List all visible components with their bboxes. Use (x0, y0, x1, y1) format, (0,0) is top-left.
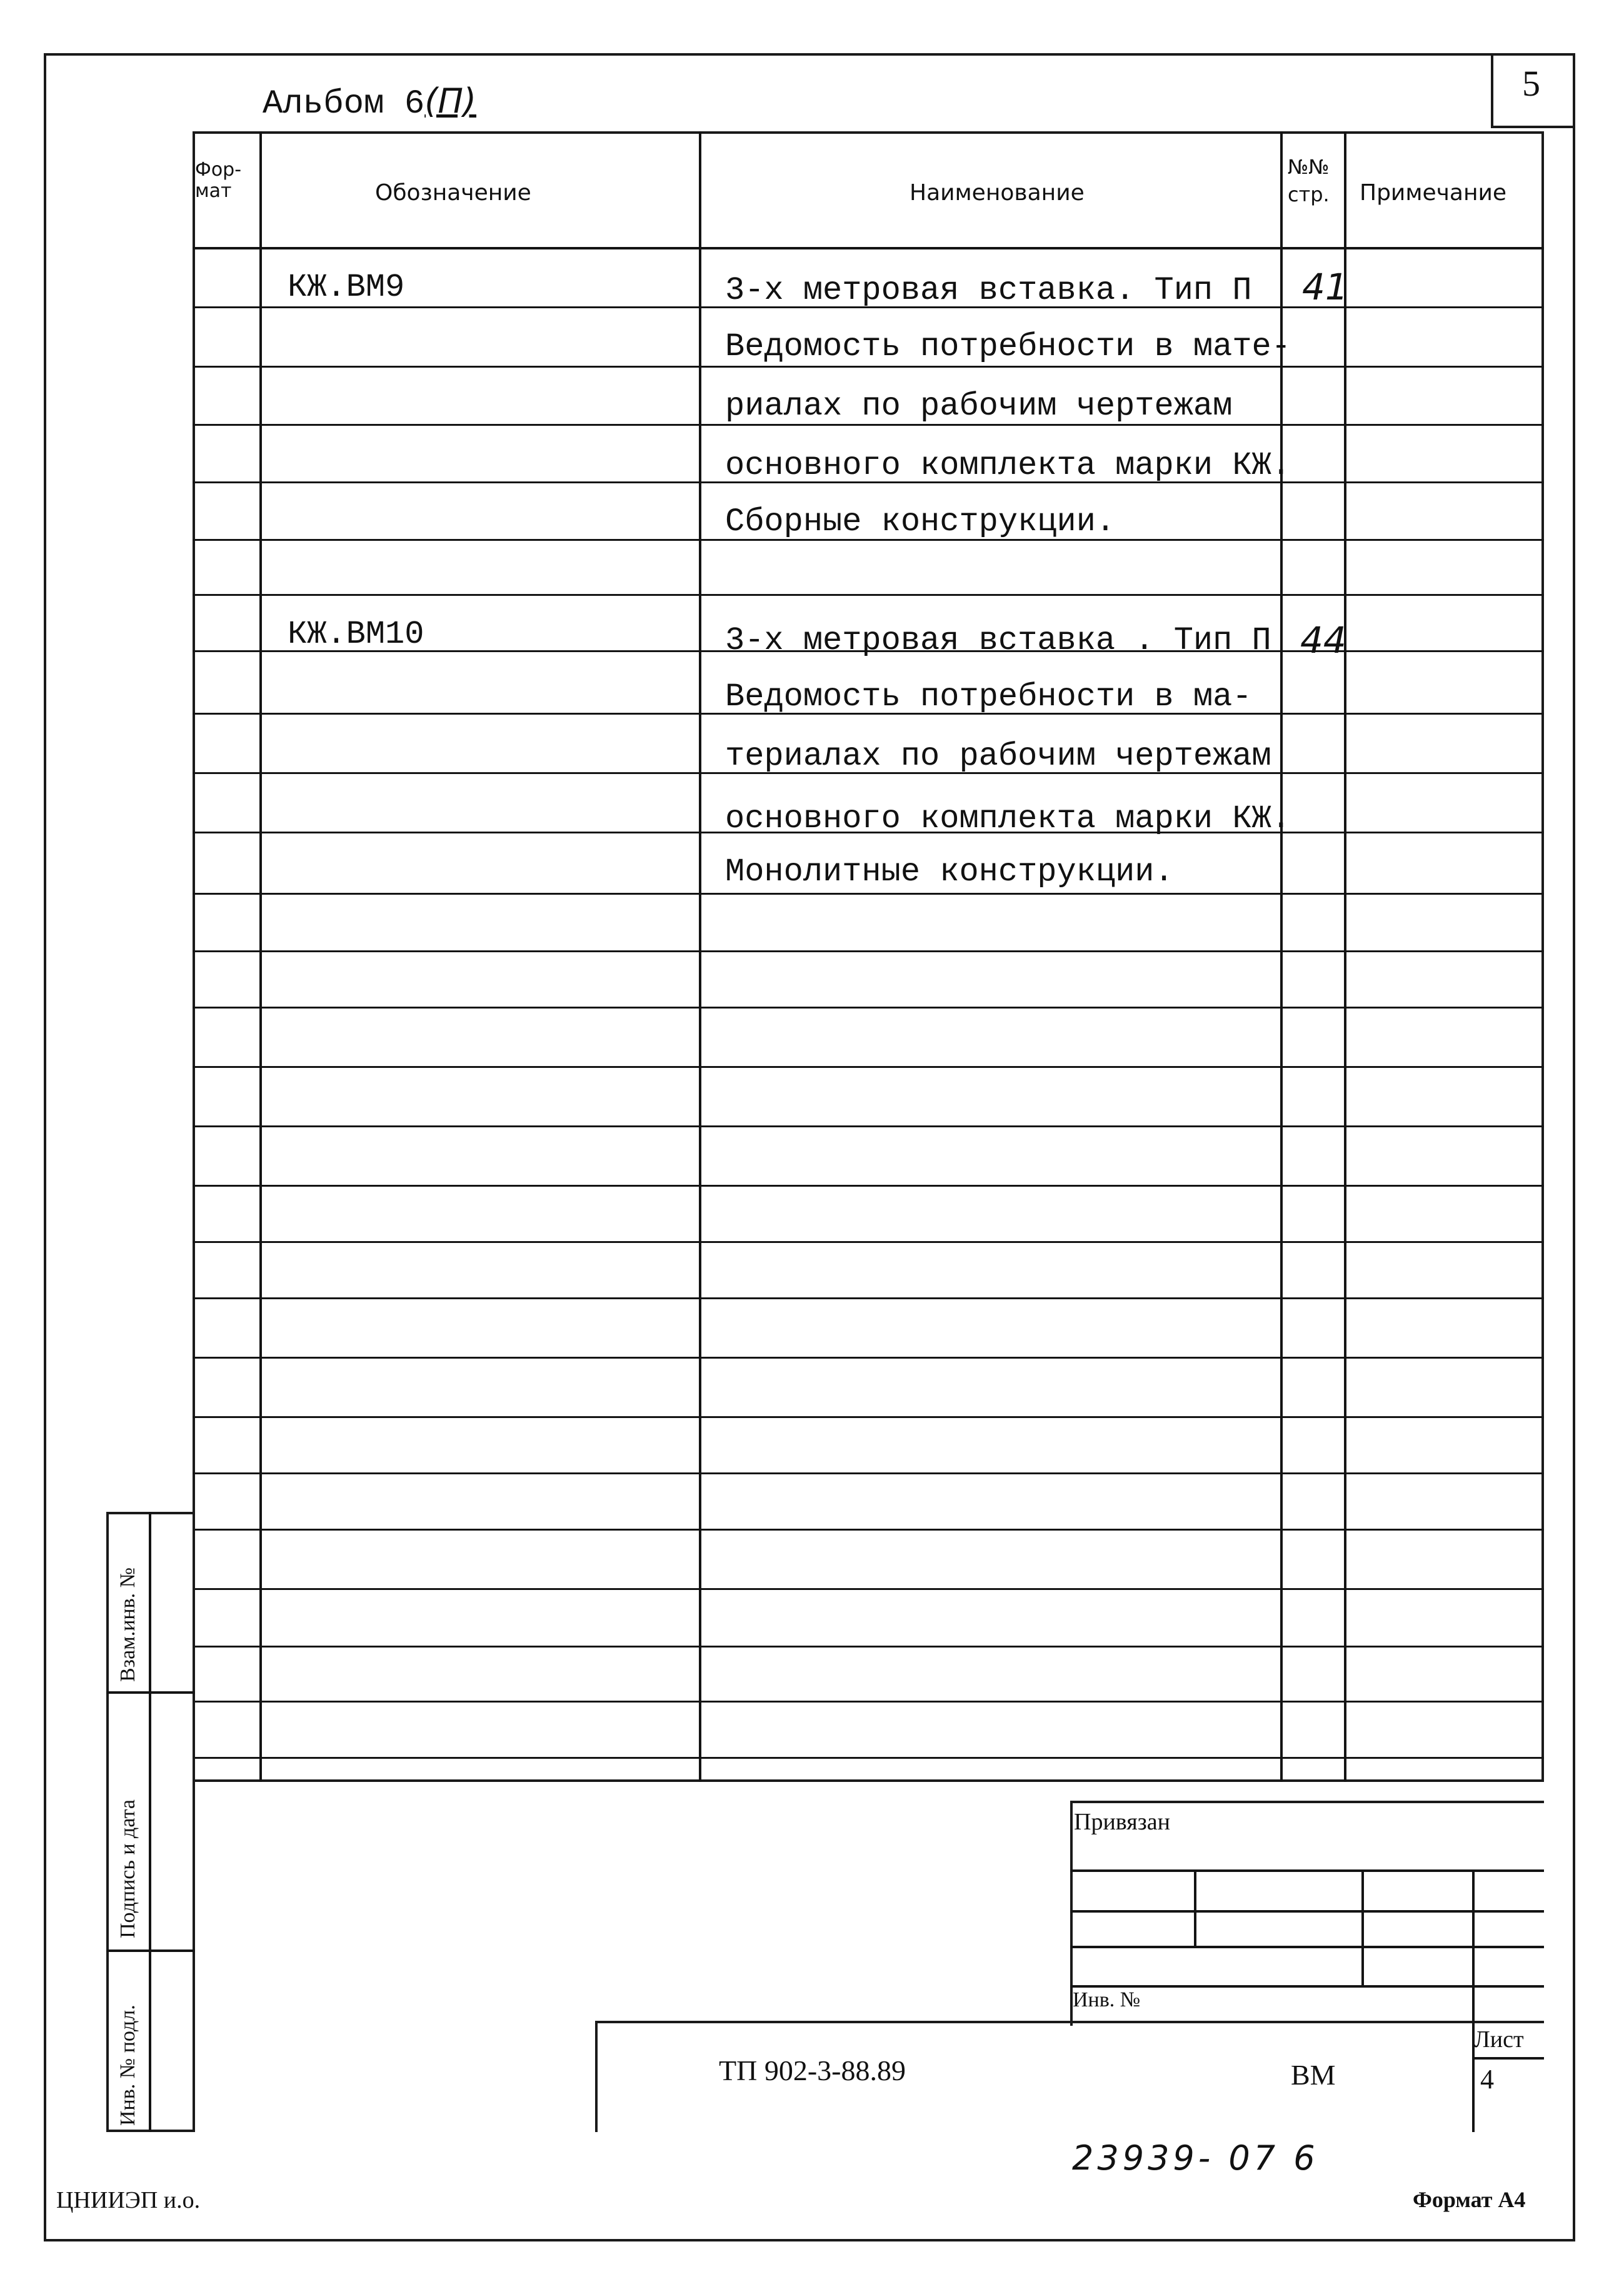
spec-table-frame (193, 131, 1544, 1782)
privyazan-col-2 (1361, 1869, 1364, 1985)
table-row-line (193, 1472, 1544, 1474)
col-divider-format (259, 131, 262, 1782)
title-stamp-sheet-row (1472, 2057, 1544, 2060)
table-row-line (193, 366, 1544, 368)
privyazan-label: Привязан (1074, 1809, 1170, 1835)
entry-2-page: 44 (1300, 619, 1346, 662)
table-row-line (193, 1066, 1544, 1068)
table-row-line (193, 1185, 1544, 1187)
table-row-line (193, 1646, 1544, 1648)
handwritten-number: 23939- 07 6 (1072, 2138, 1319, 2178)
table-row-line (193, 1007, 1544, 1009)
privyazan-col-3 (1472, 1869, 1475, 2026)
header-divider (193, 247, 1544, 249)
table-row-line (193, 1357, 1544, 1359)
entry-1-line-1: 3-х метровая вставка. Тип П (725, 272, 1252, 309)
table-row-line (193, 950, 1544, 952)
header-format: Фор- мат (195, 159, 242, 202)
side-stamp-inner-divider (149, 1512, 151, 2132)
table-row-line (193, 1529, 1544, 1531)
title-stamp-code: ТП 902-3-88.89 (719, 2055, 906, 2086)
title-stamp-mark: ВМ (1291, 2059, 1336, 2091)
entry-2-designation: КЖ.ВМ10 (288, 616, 424, 653)
header-page: №№ стр. (1288, 155, 1330, 206)
entry-1-line-2: Ведомость потребности в мате- (725, 328, 1291, 365)
entry-2-line-2: Ведомость потребности в ма- (725, 678, 1252, 715)
inv-no-label: Инв. № (1073, 1988, 1141, 2011)
table-row-line (193, 1588, 1544, 1590)
table-row-line (193, 1241, 1544, 1243)
header-name: Наименование (910, 180, 1085, 206)
footer-format: Формат А4 (1413, 2187, 1526, 2212)
side-stamp-row-1 (106, 1691, 195, 1694)
album-label: Альбом 6 (263, 85, 425, 123)
header-note: Примечание (1360, 180, 1507, 206)
sheet-value: 4 (1480, 2064, 1494, 2095)
entry-2-line-3: териалах по рабочим чертежам (725, 738, 1271, 775)
sheet-label: Лист (1474, 2026, 1524, 2053)
side-stamp-podpis: Подпись и дата (116, 1799, 139, 1938)
col-divider-designation (699, 131, 701, 1782)
entry-1-line-3: риалах по рабочим чертежам (725, 388, 1233, 425)
entry-2-line-5: Монолитные конструкции. (725, 853, 1174, 890)
table-row-line (193, 1701, 1544, 1703)
side-stamp-row-2 (106, 1949, 195, 1952)
table-row-line (193, 1416, 1544, 1418)
table-row-line (193, 1297, 1544, 1299)
privyazan-col-1 (1194, 1869, 1196, 1948)
header-designation: Обозначение (375, 180, 531, 206)
entry-1-line-4: основного комплекта марки КЖ. (725, 447, 1291, 484)
table-row-line (193, 1125, 1544, 1127)
entry-2-line-4: основного комплекта марки КЖ. (725, 800, 1291, 837)
entry-1-page: 41 (1302, 266, 1348, 308)
table-row-line (193, 893, 1544, 895)
page-number: 5 (1522, 63, 1540, 104)
table-row-line (193, 1757, 1544, 1759)
col-divider-name (1280, 131, 1283, 1782)
table-row-line (193, 594, 1544, 596)
entry-1-designation: КЖ.ВМ9 (288, 269, 405, 306)
side-stamp-vzam: Взам.инв. № (116, 1567, 139, 1682)
album-title (263, 81, 476, 123)
entry-2-line-1: 3-х метровая вставка . Тип П (725, 622, 1271, 659)
side-stamp-inv-podl: Инв. № подл. (116, 2005, 139, 2126)
col-divider-page (1344, 131, 1346, 1782)
footer-org: ЦНИИЭП и.о. (56, 2187, 201, 2213)
album-suffix: (П) (424, 81, 476, 121)
entry-1-line-5: Сборные конструкции. (725, 503, 1116, 540)
